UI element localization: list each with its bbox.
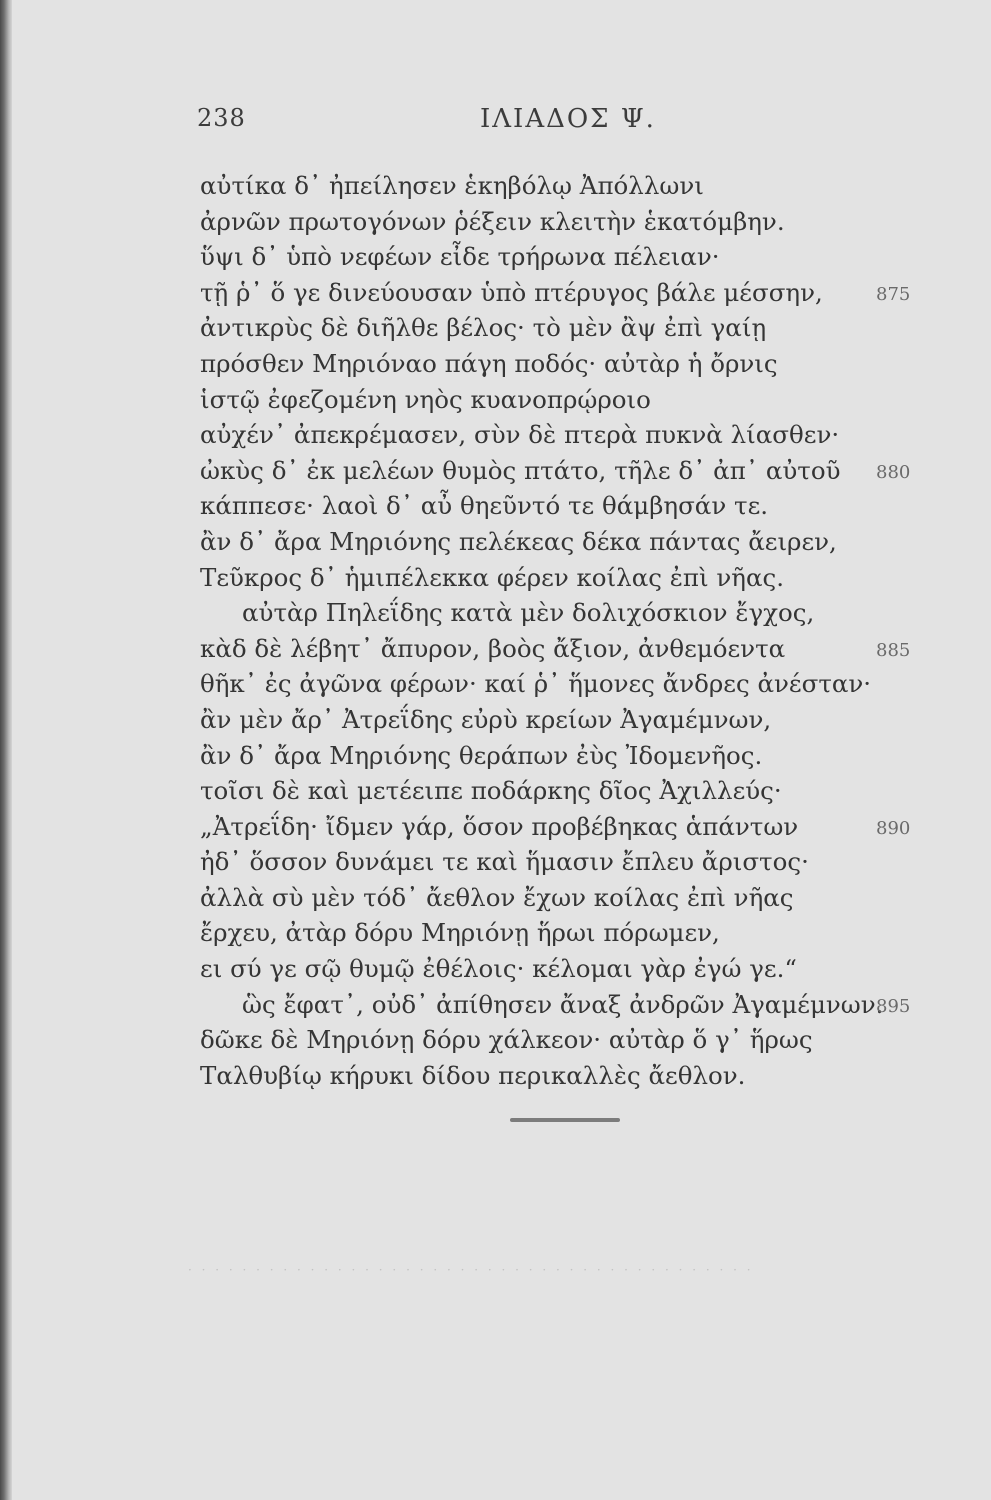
verse-text: ἀρνῶν πρωτογόνων ῥέξειν κλειτὴν ἑκατόμβην. [200, 206, 785, 236]
verse-line [200, 168, 940, 204]
verse-text: ει σύ γε σῷ θυμῷ ἐθέλοις· κέλομαι γὰρ ἐγώ γε.“ [200, 954, 797, 984]
verse-text: ἀντικρὺς δὲ διῆλθε βέλος· τὸ μὲν ἂψ ἐπὶ γαίῃ [200, 313, 767, 343]
line-number: 890 [876, 817, 911, 839]
verse-line [200, 987, 940, 1023]
verse-line [200, 310, 940, 346]
verse-line [200, 453, 940, 489]
verse-line [200, 702, 940, 738]
verse-line [200, 560, 940, 596]
verse-text: ὕψι δ᾽ ὑπὸ νεφέων εἶδε τρήρωνα πέλειαν· [200, 242, 720, 272]
verse-text: κάππεσε· λαοὶ δ᾽ αὖ θηεῦντό τε θάμβησάν τε. [200, 491, 769, 521]
verse-line [200, 880, 940, 916]
verse-text: κὰδ δὲ λέβητ᾽ ἄπυρον, βοὸς ἄξιον, ἀνθεμόεντα [200, 633, 786, 663]
verse-line [200, 951, 940, 987]
verse-text: ἂν μὲν ἄρ᾽ Ἀτρεΐδης εὐρὺ κρείων Ἀγαμέμνων, [200, 704, 772, 734]
verse-line [200, 595, 940, 631]
verse-text: ἠδ᾽ ὅσσον δυνάμει τε καὶ ἥμασιν ἔπλευ ἄριστος· [200, 847, 809, 877]
line-number: 875 [876, 283, 911, 305]
verse-line [200, 1022, 940, 1058]
verse-line [200, 346, 940, 382]
verse-text: „Ἀτρεΐδη· ἴδμεν γάρ, ὅσον προβέβηκας ἁπάντων [200, 811, 799, 841]
verse-line [200, 738, 940, 774]
verse-text: ἂν δ᾽ ἄρα Μηριόνης θεράπων ἐὺς Ἰδομενῆος. [200, 740, 763, 770]
verse-line [200, 666, 940, 702]
verse-line [200, 275, 940, 311]
verse-text: θῆκ᾽ ἐς ἀγῶνα φέρων· καί ῥ᾽ ἥμονες ἄνδρες ἀνέσταν· [200, 669, 872, 699]
verse-text: ἀλλὰ σὺ μὲν τόδ᾽ ἄεθλον ἔχων κοίλας ἐπὶ νῆας [200, 882, 794, 912]
verse-text: δῶκε δὲ Μηριόνῃ δόρυ χάλκεον· αὐτὰρ ὅ γ᾽ ἥρως [200, 1025, 813, 1055]
running-title: ΙΛΙΑΔΟΣ Ψ. [480, 104, 656, 134]
verse-line [200, 488, 940, 524]
verse-line [200, 239, 940, 275]
page-number: 238 [197, 104, 246, 132]
verse-text: ὠκὺς δ᾽ ἐκ μελέων θυμὸς πτάτο, τῆλε δ᾽ ἀπ᾽ αὐτοῦ [200, 455, 841, 485]
show-through-smudge: · · · · · · · · · · · · · · · · · · · · · · · · · · · · · · · · · · · · · · · · · · [188, 1263, 754, 1277]
line-number: 895 [876, 995, 911, 1017]
verse-line [200, 1058, 940, 1094]
verse-block [200, 168, 940, 1093]
verse-text: αὐτίκα δ᾽ ἠπείλησεν ἑκηβόλῳ Ἀπόλλωνι [200, 171, 704, 200]
verse-line [200, 417, 940, 453]
verse-text: ἂν δ᾽ ἄρα Μηριόνης πελέκεας δέκα πάντας ἄειρεν, [200, 526, 837, 556]
verse-line [200, 204, 940, 240]
verse-text: ὣς ἔφατ᾽, οὐδ᾽ ἀπίθησεν ἄναξ ἀνδρῶν Ἀγαμέμνων. [242, 989, 884, 1019]
verse-text: ἔρχευ, ἀτὰρ δόρυ Μηριόνῃ ἥρωι πόρωμεν, [200, 918, 720, 948]
verse-line [200, 524, 940, 560]
verse-line [200, 631, 940, 667]
verse-text: Τεῦκρος δ᾽ ἡμιπέλεκκα φέρεν κοίλας ἐπὶ νῆας. [200, 562, 785, 592]
verse-text: Ταλθυβίῳ κήρυκι δίδου περικαλλὲς ἄεθλον. [200, 1060, 746, 1090]
line-number: 885 [876, 639, 911, 661]
line-number: 880 [876, 461, 911, 483]
verse-text: ἱστῷ ἐφεζομένη νηὸς κυανοπρῴροιο [200, 384, 651, 414]
verse-text: αὐχέν᾽ ἀπεκρέμασεν, σὺν δὲ πτερὰ πυκνὰ λίασθεν· [200, 420, 840, 450]
scan-left-edge [0, 0, 12, 1500]
verse-line [200, 809, 940, 845]
verse-line [200, 844, 940, 880]
verse-text: πρόσθεν Μηριόναο πάγη ποδός· αὐτὰρ ἡ ὄρνις [200, 348, 778, 378]
verse-text: αὐτὰρ Πηλεΐδης κατὰ μὲν δολιχόσκιον ἔγχος, [242, 598, 815, 628]
verse-text: τοῖσι δὲ καὶ μετέειπε ποδάρκης δῖος Ἀχιλλεύς· [200, 776, 782, 806]
end-of-book-rule [510, 1118, 620, 1122]
book-page [12, 0, 991, 1500]
verse-line [200, 773, 940, 809]
page-header [12, 104, 991, 144]
verse-line [200, 915, 940, 951]
verse-line [200, 382, 940, 418]
verse-text: τῇ ῥ᾽ ὅ γε δινεύουσαν ὑπὸ πτέρυγος βάλε μέσσην, [200, 277, 823, 307]
